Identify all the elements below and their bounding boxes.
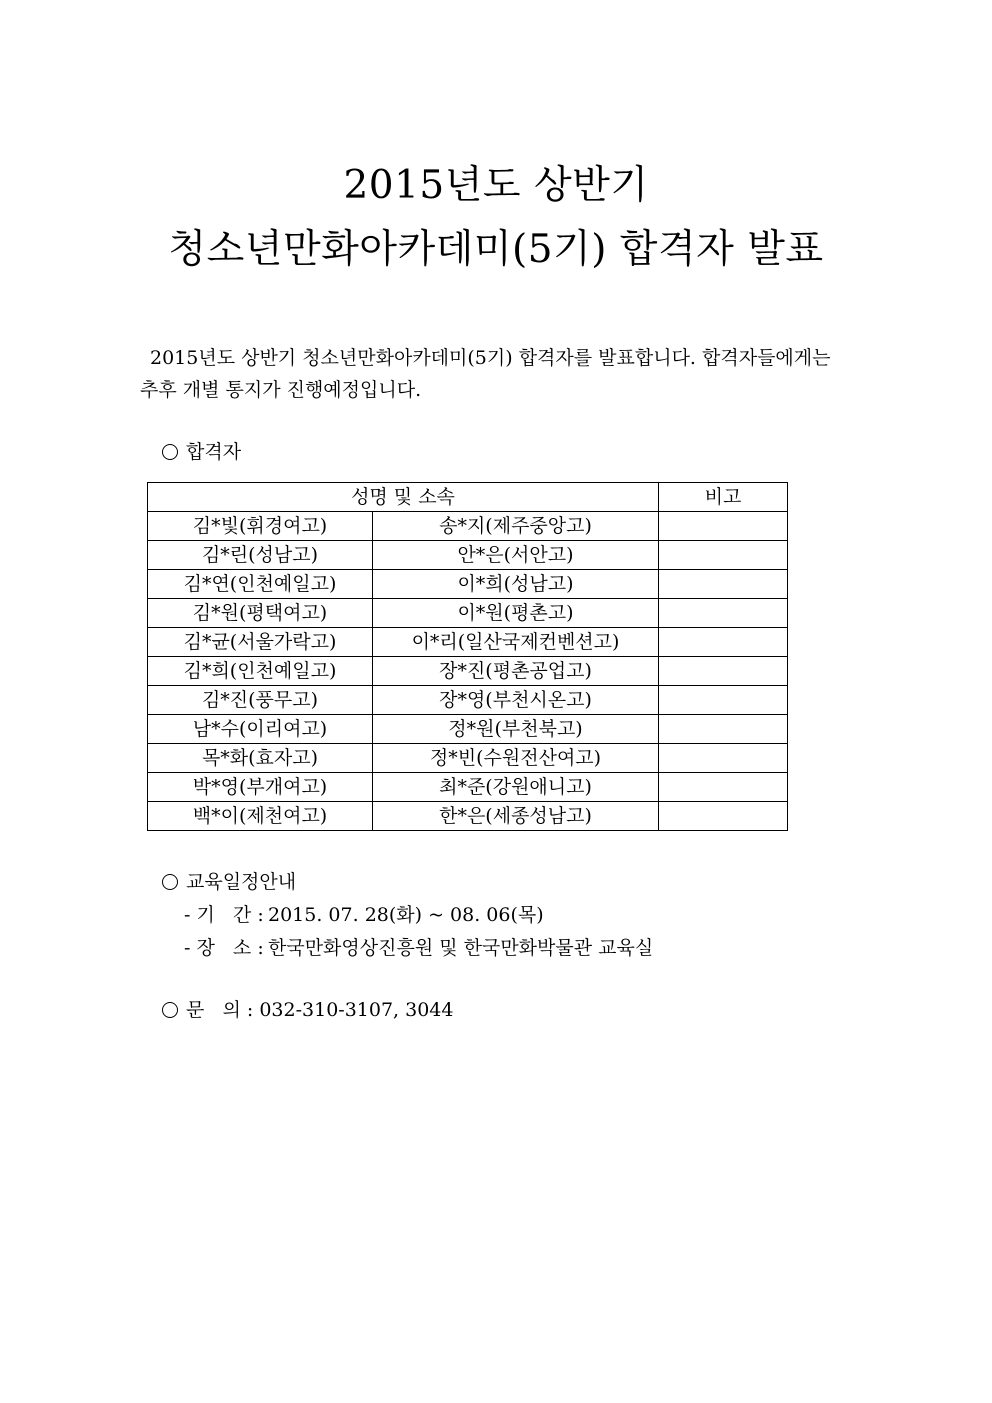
period-label: - 기 간 : xyxy=(184,904,264,926)
intro-paragraph xyxy=(140,342,860,406)
cell-right-name: 장*영(부천시온고) xyxy=(373,686,659,715)
page-title-line-2: 청소년만화아카데미(5기) 합격자 발표 xyxy=(168,227,824,272)
cell-right-name: 한*은(세종성남고) xyxy=(373,802,659,831)
cell-note xyxy=(659,686,788,715)
cell-right-name: 이*리(일산국제컨벤션고) xyxy=(373,628,659,657)
cell-left-name: 목*화(효자고) xyxy=(148,744,373,773)
cell-left-name: 김*진(풍무고) xyxy=(148,686,373,715)
cell-left-name: 남*수(이리여고) xyxy=(148,715,373,744)
page-title-line-1: 2015년도 상반기 xyxy=(343,163,649,208)
table-row xyxy=(148,599,788,628)
cell-note xyxy=(659,773,788,802)
cell-right-name: 이*원(평촌고) xyxy=(373,599,659,628)
table-row xyxy=(148,715,788,744)
circle-bullet-icon xyxy=(162,874,178,890)
cell-note xyxy=(659,599,788,628)
cell-right-name: 정*빈(수원전산여고) xyxy=(373,744,659,773)
cell-left-name: 김*연(인천예일고) xyxy=(148,570,373,599)
cell-right-name: 송*지(제주중앙고) xyxy=(373,512,659,541)
inquiry-line xyxy=(162,998,453,1022)
cell-left-name: 백*이(제천여고) xyxy=(148,802,373,831)
cell-left-name: 김*균(서울가락고) xyxy=(148,628,373,657)
header-name-affiliation: 성명 및 소속 xyxy=(148,483,659,512)
cell-note xyxy=(659,715,788,744)
passers-heading-label: 합격자 xyxy=(186,441,242,463)
table-header-row xyxy=(148,483,788,512)
passers-table xyxy=(147,482,788,831)
cell-right-name: 장*진(평촌공업고) xyxy=(373,657,659,686)
table-row xyxy=(148,628,788,657)
passers-heading xyxy=(162,440,241,464)
place-value: 한국만화영상진흥원 및 한국만화박물관 교육실 xyxy=(268,937,654,959)
cell-note xyxy=(659,657,788,686)
schedule-heading-label: 교육일정안내 xyxy=(186,871,297,893)
cell-note xyxy=(659,628,788,657)
header-note: 비고 xyxy=(659,483,788,512)
schedule-heading xyxy=(162,870,296,894)
intro-line-2: 추후 개별 통지가 진행예정입니다. xyxy=(140,379,422,401)
table-row xyxy=(148,773,788,802)
cell-left-name: 김*원(평택여고) xyxy=(148,599,373,628)
schedule-period xyxy=(184,903,544,927)
cell-left-name: 박*영(부개여고) xyxy=(148,773,373,802)
inquiry-value: 032-310-3107, 3044 xyxy=(259,999,454,1021)
circle-bullet-icon xyxy=(162,1002,178,1018)
cell-right-name: 이*희(성남고) xyxy=(373,570,659,599)
table-row xyxy=(148,570,788,599)
inquiry-label: 문 의 : xyxy=(186,999,254,1021)
cell-right-name: 정*원(부천북고) xyxy=(373,715,659,744)
table-row xyxy=(148,686,788,715)
cell-note xyxy=(659,802,788,831)
table-row xyxy=(148,512,788,541)
schedule-place xyxy=(184,936,653,960)
cell-note xyxy=(659,512,788,541)
cell-note xyxy=(659,570,788,599)
table-row xyxy=(148,541,788,570)
table-row xyxy=(148,802,788,831)
cell-left-name: 김*희(인천예일고) xyxy=(148,657,373,686)
table-row xyxy=(148,657,788,686)
cell-note xyxy=(659,541,788,570)
circle-bullet-icon xyxy=(162,444,178,460)
table-row xyxy=(148,744,788,773)
intro-line-1: 2015년도 상반기 청소년만화아카데미(5기) 합격자를 발표합니다. 합격자들에게는 xyxy=(150,347,831,369)
table-body xyxy=(148,512,788,831)
cell-right-name: 최*준(강원애니고) xyxy=(373,773,659,802)
cell-right-name: 안*은(서안고) xyxy=(373,541,659,570)
cell-left-name: 김*린(성남고) xyxy=(148,541,373,570)
period-value: 2015. 07. 28(화) ~ 08. 06(목) xyxy=(268,904,544,926)
cell-note xyxy=(659,744,788,773)
cell-left-name: 김*빛(휘경여고) xyxy=(148,512,373,541)
place-label: - 장 소 : xyxy=(184,937,264,959)
